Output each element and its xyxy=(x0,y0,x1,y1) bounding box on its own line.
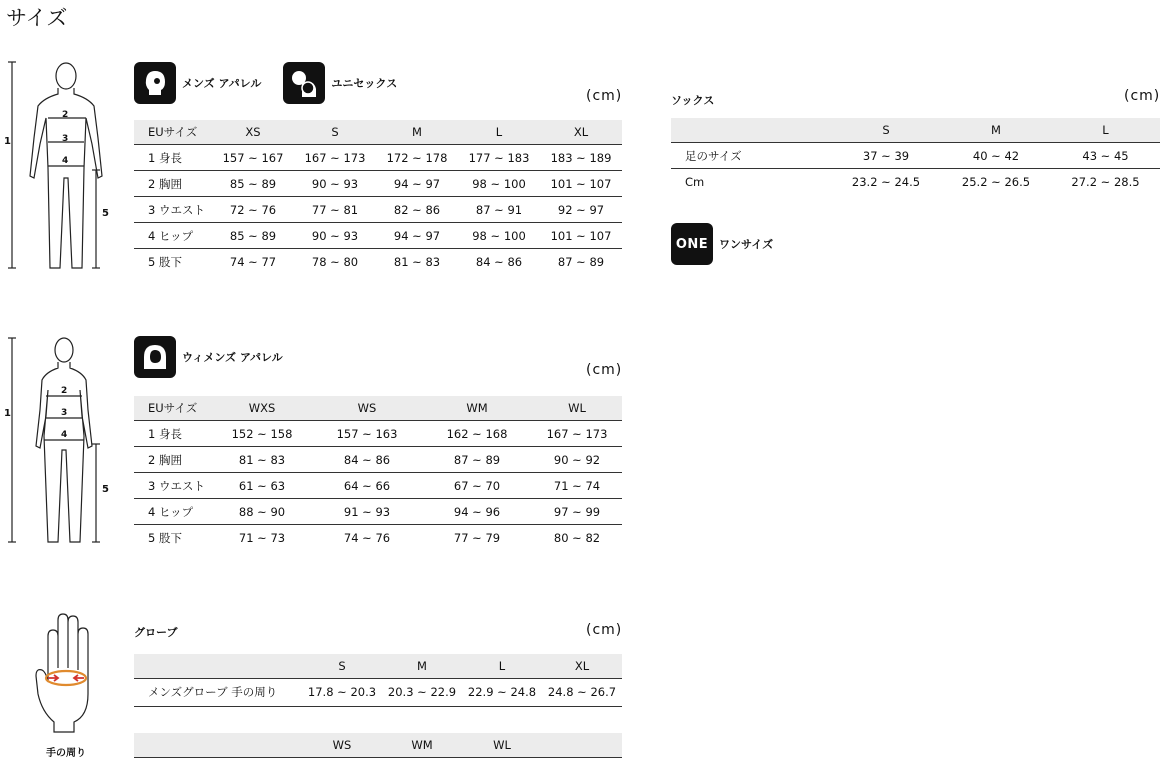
table-row xyxy=(134,447,622,473)
row-label: 2 胸囲 xyxy=(134,171,212,197)
figure-label-5: 5 xyxy=(102,484,109,495)
table-cell: 17.8 ~ 20.3 xyxy=(307,684,377,699)
table-cell: 172 ~ 178 xyxy=(376,145,458,171)
table-header-cell: XS xyxy=(212,120,294,145)
table-cell: 177 ~ 183 xyxy=(458,145,540,171)
table-cell: 85 ~ 89 xyxy=(212,171,294,197)
table-row xyxy=(134,525,622,551)
table-header-cell: EUサイズ xyxy=(134,120,212,145)
figure-label-3: 3 xyxy=(61,408,68,418)
figure-label-4: 4 xyxy=(61,430,68,440)
hand-figure xyxy=(34,612,96,734)
table-header-cell xyxy=(671,118,831,143)
table-header-row xyxy=(134,654,622,679)
page-title: サイズ xyxy=(6,6,68,30)
table-cell: 27.2 ~ 28.5 xyxy=(1071,174,1140,189)
figure-label-4: 4 xyxy=(62,156,69,166)
table-row xyxy=(134,421,622,447)
table-cell: 98 ~ 100 xyxy=(458,171,540,197)
table-cell: 94 ~ 97 xyxy=(376,223,458,249)
socks-title: ソックス xyxy=(671,94,715,107)
row-label: 5 股下 xyxy=(148,530,182,545)
table-header-cell xyxy=(134,654,302,679)
table-cell: 20.3 ~ 22.9 xyxy=(387,684,457,699)
table-header-row xyxy=(134,396,622,421)
table-cell: 97 ~ 99 xyxy=(532,499,622,525)
womens-unit: (cm) xyxy=(586,362,623,378)
table-cell: 101 ~ 107 xyxy=(540,223,622,249)
table-header-cell: WM xyxy=(422,396,532,421)
one-size-badge: ONE xyxy=(671,223,713,265)
table-cell: 24.8 ~ 26.7 xyxy=(547,684,617,699)
table-header-cell xyxy=(542,733,622,758)
table-cell: 77 ~ 79 xyxy=(453,530,501,545)
table-cell: 61 ~ 63 xyxy=(212,473,312,499)
table-cell: 72 ~ 76 xyxy=(212,197,294,223)
table-row xyxy=(134,473,622,499)
table-cell: 23.2 ~ 24.5 xyxy=(851,174,921,189)
table-header-cell: S xyxy=(831,118,941,143)
table-cell: 94 ~ 96 xyxy=(422,499,532,525)
unisex-heads-icon xyxy=(283,62,325,104)
row-label: 4 ヒップ xyxy=(134,499,212,525)
table-cell: 87 ~ 89 xyxy=(557,254,605,269)
table-cell: 64 ~ 66 xyxy=(312,473,422,499)
table-row xyxy=(671,169,1160,195)
table-cell: 167 ~ 173 xyxy=(532,421,622,447)
socks-unit: (cm) xyxy=(1124,88,1161,104)
table-cell: 81 ~ 83 xyxy=(393,254,441,269)
table-cell: 84 ~ 86 xyxy=(312,447,422,473)
table-cell: 71 ~ 74 xyxy=(532,473,622,499)
gloves-divider xyxy=(134,706,622,707)
table-cell: 82 ~ 86 xyxy=(376,197,458,223)
table-cell: 162 ~ 168 xyxy=(422,421,532,447)
table-header-cell: WS xyxy=(302,733,382,758)
table-cell: 94 ~ 97 xyxy=(376,171,458,197)
mens-size-table xyxy=(134,120,622,274)
table-row xyxy=(134,223,622,249)
table-cell: 167 ~ 173 xyxy=(294,145,376,171)
table-cell: 90 ~ 93 xyxy=(294,171,376,197)
womens-gloves-size-table xyxy=(134,733,622,758)
figure-label-2: 2 xyxy=(62,110,69,120)
table-header-cell: XL xyxy=(542,654,622,679)
table-cell: 87 ~ 89 xyxy=(422,447,532,473)
table-header-cell: WXS xyxy=(212,396,312,421)
figure-label-1: 1 xyxy=(4,408,11,419)
table-header-cell: WL xyxy=(462,733,542,758)
table-cell: 101 ~ 107 xyxy=(540,171,622,197)
table-header-cell: M xyxy=(382,654,462,679)
table-cell: 91 ~ 93 xyxy=(312,499,422,525)
gloves-size-table xyxy=(134,654,622,704)
row-label: 1 身長 xyxy=(134,421,212,447)
mens-category-row xyxy=(134,62,413,104)
mens-unit: (cm) xyxy=(586,88,623,104)
table-cell: 157 ~ 163 xyxy=(312,421,422,447)
table-header-row xyxy=(671,118,1160,143)
table-row xyxy=(134,145,622,171)
table-header-cell xyxy=(134,733,302,758)
table-cell: 80 ~ 82 xyxy=(553,530,601,545)
womens-body-figure xyxy=(0,334,120,546)
table-header-row xyxy=(134,733,622,758)
table-cell: 43 ~ 45 xyxy=(1051,143,1160,169)
male-head-icon xyxy=(134,62,176,104)
female-head-icon xyxy=(134,336,176,378)
row-label: 3 ウエスト xyxy=(134,197,212,223)
gloves-title: グローブ xyxy=(134,626,178,639)
row-label: 3 ウエスト xyxy=(134,473,212,499)
table-cell: 25.2 ~ 26.5 xyxy=(961,174,1031,189)
table-header-row xyxy=(134,120,622,145)
table-cell: 90 ~ 92 xyxy=(532,447,622,473)
table-header-cell: XL xyxy=(540,120,622,145)
table-header-cell: WS xyxy=(312,396,422,421)
table-cell: 183 ~ 189 xyxy=(540,145,622,171)
category-label-womens: ウィメンズ アパレル xyxy=(182,351,283,364)
table-header-cell: WL xyxy=(532,396,622,421)
table-header-cell: WM xyxy=(382,733,462,758)
table-header-cell: M xyxy=(941,118,1051,143)
table-cell: 88 ~ 90 xyxy=(212,499,312,525)
table-row xyxy=(134,197,622,223)
table-cell: 157 ~ 167 xyxy=(212,145,294,171)
table-header-cell: L xyxy=(458,120,540,145)
table-cell: 98 ~ 100 xyxy=(458,223,540,249)
table-cell: 92 ~ 97 xyxy=(540,197,622,223)
table-header-cell: S xyxy=(302,654,382,679)
hand-figure-label: 手の周り xyxy=(46,748,86,759)
figure-label-5: 5 xyxy=(102,208,109,219)
table-cell: 85 ~ 89 xyxy=(212,223,294,249)
category-label-mens: メンズ アパレル xyxy=(182,77,262,90)
row-label: メンズグローブ 手の周り xyxy=(148,684,278,699)
one-size-label: ワンサイズ xyxy=(719,238,774,251)
row-label: 4 ヒップ xyxy=(134,223,212,249)
table-row xyxy=(134,249,622,275)
table-row xyxy=(134,171,622,197)
gloves-unit: (cm) xyxy=(586,622,623,638)
row-label: Cm xyxy=(685,174,705,189)
table-cell: 81 ~ 83 xyxy=(212,447,312,473)
table-header-cell: EUサイズ xyxy=(134,396,212,421)
figure-label-1: 1 xyxy=(4,136,11,147)
table-cell: 74 ~ 77 xyxy=(229,254,277,269)
row-label: 2 胸囲 xyxy=(134,447,212,473)
table-row xyxy=(134,679,622,705)
row-label: 足のサイズ xyxy=(671,143,831,169)
table-cell: 78 ~ 80 xyxy=(311,254,359,269)
table-cell: 67 ~ 70 xyxy=(422,473,532,499)
table-cell: 84 ~ 86 xyxy=(475,254,523,269)
row-label: 1 身長 xyxy=(134,145,212,171)
womens-size-table xyxy=(134,396,622,550)
table-header-cell: S xyxy=(294,120,376,145)
table-cell: 152 ~ 158 xyxy=(212,421,312,447)
table-header-cell: L xyxy=(462,654,542,679)
table-cell: 77 ~ 81 xyxy=(294,197,376,223)
table-cell: 87 ~ 91 xyxy=(458,197,540,223)
figure-label-2: 2 xyxy=(61,386,68,396)
mens-body-figure xyxy=(0,58,120,272)
socks-size-table xyxy=(671,118,1160,194)
table-cell: 40 ~ 42 xyxy=(941,143,1051,169)
table-row xyxy=(134,499,622,525)
table-cell: 71 ~ 73 xyxy=(238,530,286,545)
womens-category-row xyxy=(134,336,299,378)
table-row xyxy=(671,143,1160,169)
table-cell: 22.9 ~ 24.8 xyxy=(467,684,537,699)
table-cell: 37 ~ 39 xyxy=(831,143,941,169)
row-label: 5 股下 xyxy=(148,254,182,269)
table-header-cell: M xyxy=(376,120,458,145)
table-cell: 90 ~ 93 xyxy=(294,223,376,249)
figure-label-3: 3 xyxy=(62,134,69,144)
table-header-cell: L xyxy=(1051,118,1160,143)
table-cell: 74 ~ 76 xyxy=(343,530,391,545)
category-label-unisex: ユニセックス xyxy=(331,77,398,90)
